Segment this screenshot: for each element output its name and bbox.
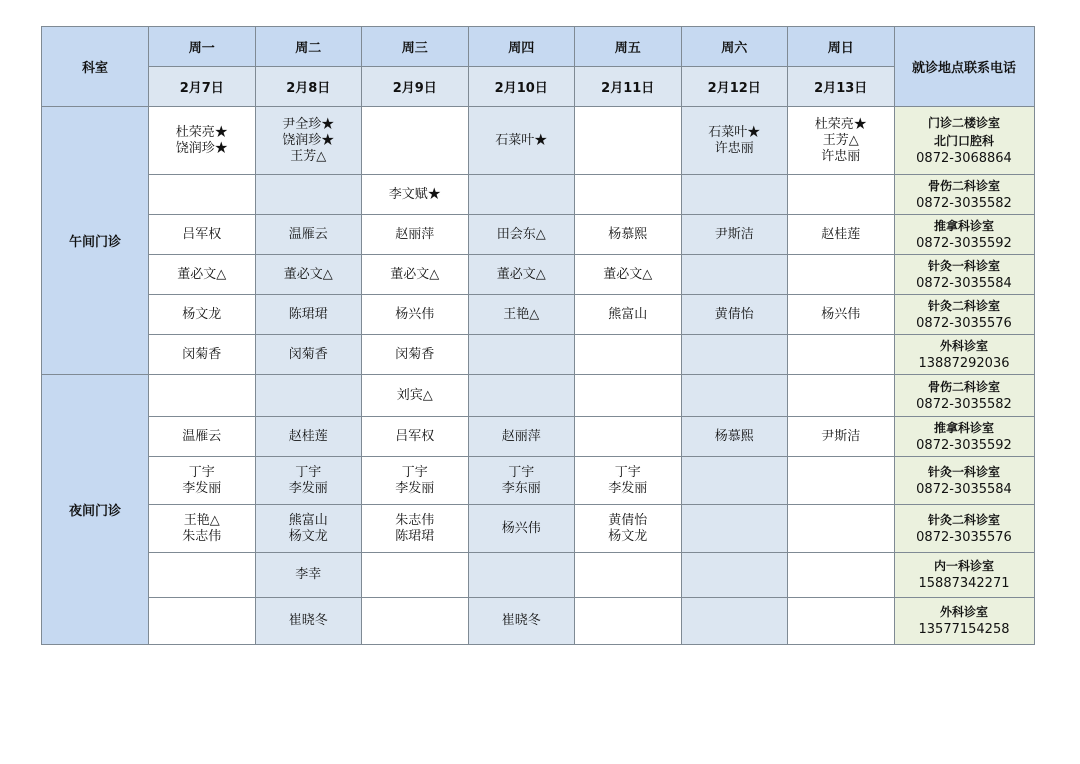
day-header: 周三 bbox=[362, 27, 469, 67]
session-label: 午间门诊 bbox=[42, 107, 149, 375]
doctor-name: 赵丽萍 bbox=[395, 226, 435, 242]
doctor-cell bbox=[255, 553, 362, 598]
doctor-cell bbox=[362, 417, 469, 457]
doctor-cell bbox=[788, 457, 895, 505]
doctor-cell bbox=[468, 335, 575, 375]
doctor-cell bbox=[468, 107, 575, 175]
doctor-cell bbox=[255, 295, 362, 335]
doctor-name: 李发丽 bbox=[608, 480, 648, 496]
doctor-name: 赵桂莲 bbox=[288, 428, 328, 444]
doctor-name: 王芳△ bbox=[822, 132, 859, 148]
doctor-name: 王艳△ bbox=[183, 512, 220, 528]
doctor-cell bbox=[788, 553, 895, 598]
schedule-row bbox=[42, 417, 1035, 457]
doctor-name: 丁宇 bbox=[188, 464, 215, 480]
doctor-cell bbox=[575, 107, 682, 175]
doctor-name: 尹斯洁 bbox=[821, 428, 861, 444]
doctor-cell bbox=[681, 175, 788, 215]
schedule-row bbox=[42, 553, 1035, 598]
doctor-name: 丁宇 bbox=[508, 464, 535, 480]
doctor-name: 尹全珍★ bbox=[282, 116, 335, 132]
doctor-name: 饶润珍★ bbox=[175, 140, 228, 156]
location-contact-cell bbox=[894, 335, 1034, 375]
doctor-cell bbox=[681, 598, 788, 645]
clinic-room-name: 针灸二科诊室 bbox=[927, 512, 1000, 527]
doctor-name: 田会东△ bbox=[496, 226, 546, 242]
schedule-row bbox=[42, 598, 1035, 645]
phone-number: 0872-3035576 bbox=[916, 529, 1012, 545]
schedule-row bbox=[42, 335, 1035, 375]
doctor-name: 董必文△ bbox=[390, 266, 440, 282]
date-header: 2月12日 bbox=[681, 67, 788, 107]
dept-column-header: 科室 bbox=[42, 27, 149, 107]
location-contact-cell bbox=[894, 255, 1034, 295]
doctor-cell bbox=[468, 375, 575, 417]
phone-number: 13577154258 bbox=[918, 622, 1010, 637]
doctor-cell bbox=[362, 457, 469, 505]
doctor-cell bbox=[468, 505, 575, 553]
doctor-cell bbox=[575, 215, 682, 255]
doctor-cell bbox=[149, 375, 256, 417]
doctor-cell bbox=[362, 215, 469, 255]
clinic-room-name: 针灸一科诊室 bbox=[927, 464, 1000, 479]
doctor-cell bbox=[788, 417, 895, 457]
doctor-name: 陈珺珺 bbox=[288, 306, 328, 322]
clinic-room-name: 内一科诊室 bbox=[933, 559, 994, 573]
doctor-cell bbox=[575, 505, 682, 553]
doctor-name: 董必文△ bbox=[496, 266, 546, 282]
header-row-days bbox=[42, 27, 1035, 67]
doctor-cell bbox=[149, 295, 256, 335]
location-contact-cell bbox=[894, 295, 1034, 335]
phone-number: 0872-3035582 bbox=[916, 396, 1012, 412]
date-header: 2月11日 bbox=[575, 67, 682, 107]
doctor-name: 杨文龙 bbox=[288, 528, 328, 544]
doctor-name: 杨慕熙 bbox=[608, 226, 648, 242]
doctor-name: 闵菊香 bbox=[288, 346, 328, 362]
session-label: 夜间门诊 bbox=[42, 375, 149, 645]
schedule-row bbox=[42, 255, 1035, 295]
location-contact-cell bbox=[894, 553, 1034, 598]
doctor-name: 许忠丽 bbox=[821, 148, 861, 164]
doctor-cell bbox=[149, 335, 256, 375]
doctor-cell bbox=[681, 295, 788, 335]
doctor-name: 吕军权 bbox=[395, 428, 435, 444]
doctor-cell bbox=[681, 375, 788, 417]
doctor-cell bbox=[468, 175, 575, 215]
clinic-schedule-table bbox=[41, 26, 1035, 645]
doctor-cell bbox=[468, 553, 575, 598]
doctor-name: 赵桂莲 bbox=[821, 226, 861, 242]
doctor-cell bbox=[255, 505, 362, 553]
doctor-name: 石菜叶★ bbox=[708, 124, 761, 140]
doctor-cell bbox=[681, 553, 788, 598]
header-row-dates bbox=[42, 67, 1035, 107]
doctor-name: 王芳△ bbox=[290, 148, 327, 164]
doctor-cell bbox=[575, 598, 682, 645]
doctor-name: 刘宾△ bbox=[396, 387, 433, 403]
clinic-room-name: 门诊二楼诊室 bbox=[927, 115, 1000, 130]
schedule-sheet bbox=[41, 26, 1033, 645]
doctor-cell bbox=[681, 215, 788, 255]
doctor-name: 李发丽 bbox=[182, 480, 222, 496]
day-header: 周日 bbox=[788, 27, 895, 67]
doctor-name: 杨慕熙 bbox=[714, 428, 754, 444]
doctor-cell bbox=[149, 107, 256, 175]
doctor-cell bbox=[575, 295, 682, 335]
doctor-name: 温雁云 bbox=[288, 226, 328, 242]
phone-number: 0872-3035576 bbox=[916, 315, 1012, 331]
location-contact-cell bbox=[894, 417, 1034, 457]
doctor-name: 李幸 bbox=[295, 567, 322, 582]
doctor-cell bbox=[255, 457, 362, 505]
doctor-name: 许忠丽 bbox=[714, 140, 754, 156]
doctor-name: 吕军权 bbox=[182, 226, 222, 242]
doctor-cell bbox=[362, 335, 469, 375]
phone-number: 0872-3035592 bbox=[916, 437, 1012, 453]
doctor-cell bbox=[788, 505, 895, 553]
clinic-room-name: 推拿科诊室 bbox=[933, 420, 994, 435]
doctor-cell bbox=[362, 107, 469, 175]
doctor-cell bbox=[575, 255, 682, 295]
doctor-name: 陈珺珺 bbox=[395, 528, 435, 544]
location-contact-cell bbox=[894, 107, 1034, 175]
doctor-name: 李发丽 bbox=[288, 480, 328, 496]
doctor-cell bbox=[681, 417, 788, 457]
phone-number: 0872-3068864 bbox=[916, 150, 1012, 166]
doctor-name: 杜荣亮★ bbox=[814, 116, 867, 132]
doctor-cell bbox=[468, 417, 575, 457]
doctor-name: 黄倩怡 bbox=[714, 306, 754, 322]
doctor-cell bbox=[681, 255, 788, 295]
doctor-cell bbox=[255, 598, 362, 645]
doctor-cell bbox=[149, 175, 256, 215]
doctor-cell bbox=[788, 335, 895, 375]
day-header: 周二 bbox=[255, 27, 362, 67]
doctor-cell bbox=[681, 505, 788, 553]
doctor-name: 杨兴伟 bbox=[821, 306, 861, 322]
schedule-row bbox=[42, 175, 1035, 215]
doctor-cell bbox=[788, 598, 895, 645]
schedule-body bbox=[42, 107, 1035, 645]
doctor-name: 熊富山 bbox=[608, 306, 648, 322]
doctor-cell bbox=[362, 598, 469, 645]
doctor-cell bbox=[149, 553, 256, 598]
doctor-name: 熊富山 bbox=[288, 512, 328, 528]
doctor-name: 朱志伟 bbox=[395, 512, 435, 528]
date-header: 2月13日 bbox=[788, 67, 895, 107]
doctor-cell bbox=[255, 335, 362, 375]
phone-number: 0872-3035584 bbox=[916, 481, 1012, 497]
doctor-cell bbox=[468, 255, 575, 295]
location-column-header: 就诊地点联系电话 bbox=[894, 27, 1034, 107]
day-header: 周五 bbox=[575, 27, 682, 67]
doctor-cell bbox=[575, 553, 682, 598]
doctor-cell bbox=[255, 255, 362, 295]
doctor-cell bbox=[255, 107, 362, 175]
doctor-name: 石菜叶★ bbox=[495, 132, 548, 148]
doctor-cell bbox=[149, 598, 256, 645]
doctor-cell bbox=[362, 553, 469, 598]
doctor-cell bbox=[788, 107, 895, 175]
phone-number: 13887292036 bbox=[918, 355, 1010, 371]
doctor-name: 李文赋★ bbox=[388, 186, 441, 202]
clinic-room-name: 外科诊室 bbox=[939, 605, 988, 619]
doctor-cell bbox=[681, 457, 788, 505]
doctor-name: 王艳△ bbox=[503, 306, 540, 322]
doctor-name: 丁宇 bbox=[614, 464, 641, 480]
doctor-cell bbox=[468, 215, 575, 255]
doctor-cell bbox=[468, 457, 575, 505]
doctor-cell bbox=[255, 215, 362, 255]
doctor-name: 杨兴伟 bbox=[395, 306, 435, 322]
clinic-room-name: 针灸一科诊室 bbox=[927, 258, 1000, 273]
doctor-cell bbox=[788, 175, 895, 215]
doctor-cell bbox=[149, 215, 256, 255]
schedule-row bbox=[42, 375, 1035, 417]
doctor-cell bbox=[681, 335, 788, 375]
doctor-name: 杨文龙 bbox=[182, 306, 222, 322]
date-header: 2月7日 bbox=[149, 67, 256, 107]
doctor-cell bbox=[255, 417, 362, 457]
doctor-cell bbox=[149, 457, 256, 505]
doctor-name: 董必文△ bbox=[283, 266, 333, 282]
date-header: 2月9日 bbox=[362, 67, 469, 107]
doctor-cell bbox=[788, 375, 895, 417]
doctor-name: 李发丽 bbox=[395, 480, 435, 496]
doctor-cell bbox=[362, 375, 469, 417]
doctor-name: 闵菊香 bbox=[182, 346, 222, 362]
doctor-name: 李东丽 bbox=[501, 480, 541, 496]
doctor-cell bbox=[362, 175, 469, 215]
doctor-cell bbox=[468, 295, 575, 335]
clinic-room-name: 外科诊室 bbox=[939, 338, 988, 353]
doctor-cell bbox=[788, 255, 895, 295]
doctor-cell bbox=[149, 417, 256, 457]
doctor-cell bbox=[149, 505, 256, 553]
doctor-name: 尹斯洁 bbox=[714, 226, 754, 242]
location-contact-cell bbox=[894, 598, 1034, 645]
date-header: 2月8日 bbox=[255, 67, 362, 107]
table-header bbox=[42, 27, 1035, 107]
day-header: 周一 bbox=[149, 27, 256, 67]
doctor-name: 崔晓冬 bbox=[288, 613, 328, 628]
doctor-name: 董必文△ bbox=[603, 266, 653, 282]
doctor-name: 饶润珍★ bbox=[282, 132, 335, 148]
location-contact-cell bbox=[894, 175, 1034, 215]
doctor-cell bbox=[575, 375, 682, 417]
phone-number: 0872-3035582 bbox=[916, 195, 1012, 211]
doctor-cell bbox=[362, 255, 469, 295]
schedule-row bbox=[42, 215, 1035, 255]
location-contact-cell bbox=[894, 457, 1034, 505]
doctor-cell bbox=[575, 417, 682, 457]
doctor-cell bbox=[149, 255, 256, 295]
doctor-cell bbox=[255, 175, 362, 215]
doctor-cell bbox=[788, 215, 895, 255]
doctor-name: 丁宇 bbox=[401, 464, 428, 480]
location-contact-cell bbox=[894, 375, 1034, 417]
clinic-room-name: 推拿科诊室 bbox=[933, 218, 994, 233]
doctor-cell bbox=[255, 375, 362, 417]
day-header: 周六 bbox=[681, 27, 788, 67]
doctor-cell bbox=[575, 335, 682, 375]
doctor-name: 杜荣亮★ bbox=[175, 124, 228, 140]
clinic-room-name: 针灸二科诊室 bbox=[927, 298, 1000, 313]
clinic-room-name: 骨伤二科诊室 bbox=[927, 178, 1000, 193]
schedule-row bbox=[42, 505, 1035, 553]
schedule-row bbox=[42, 457, 1035, 505]
doctor-cell bbox=[362, 505, 469, 553]
date-header: 2月10日 bbox=[468, 67, 575, 107]
day-header: 周四 bbox=[468, 27, 575, 67]
phone-number: 0872-3035584 bbox=[916, 275, 1012, 291]
doctor-name: 朱志伟 bbox=[182, 528, 222, 544]
doctor-name: 闵菊香 bbox=[395, 346, 435, 362]
phone-number: 15887342271 bbox=[918, 576, 1010, 591]
doctor-name: 杨兴伟 bbox=[501, 520, 541, 536]
doctor-name: 黄倩怡 bbox=[608, 512, 648, 528]
clinic-room-name: 骨伤二科诊室 bbox=[927, 379, 1000, 394]
doctor-cell bbox=[468, 598, 575, 645]
doctor-cell bbox=[575, 457, 682, 505]
doctor-name: 赵丽萍 bbox=[501, 428, 541, 444]
doctor-name: 丁宇 bbox=[295, 464, 322, 480]
schedule-row bbox=[42, 107, 1035, 175]
doctor-name: 温雁云 bbox=[182, 428, 222, 444]
location-contact-cell bbox=[894, 505, 1034, 553]
schedule-row bbox=[42, 295, 1035, 335]
doctor-name: 崔晓冬 bbox=[501, 613, 541, 628]
doctor-cell bbox=[681, 107, 788, 175]
doctor-cell bbox=[788, 295, 895, 335]
phone-number: 0872-3035592 bbox=[916, 235, 1012, 251]
doctor-cell bbox=[575, 175, 682, 215]
clinic-room-name: 北门口腔科 bbox=[933, 133, 994, 148]
location-contact-cell bbox=[894, 215, 1034, 255]
doctor-name: 董必文△ bbox=[177, 266, 227, 282]
doctor-cell bbox=[362, 295, 469, 335]
doctor-name: 杨文龙 bbox=[608, 528, 648, 544]
